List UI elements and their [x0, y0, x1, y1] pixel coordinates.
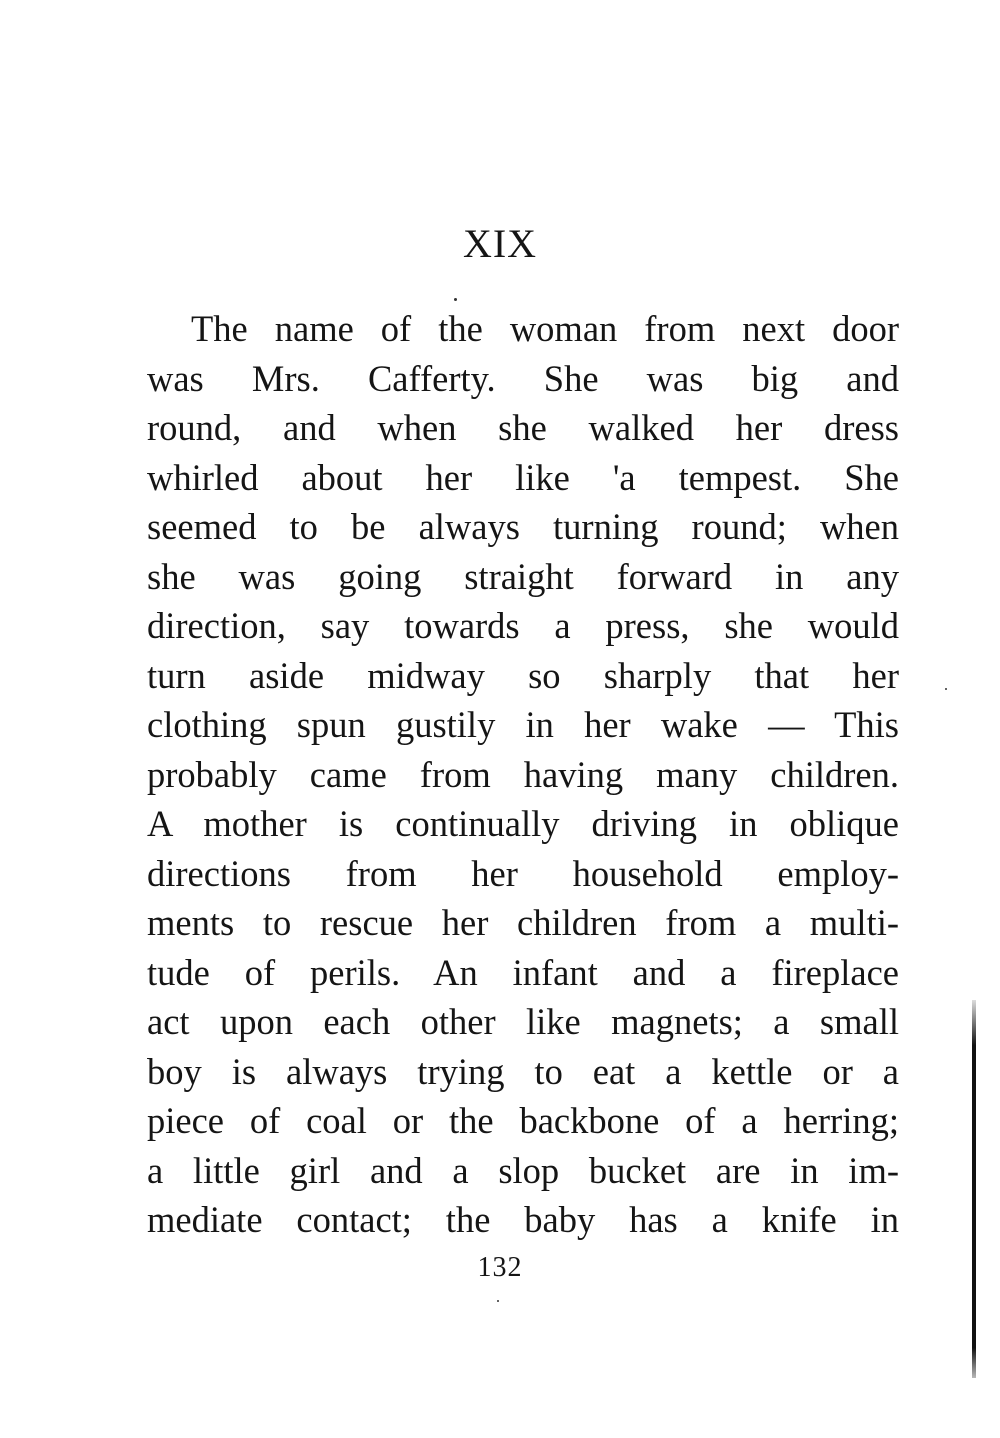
text-line: whirled about her like 'a tempest. She — [147, 456, 899, 498]
text-line: ments to rescue her children from a multi- — [147, 902, 899, 943]
text-line: was Mrs. Cafferty. She was big and — [147, 357, 899, 399]
text-line: piece of coal or the backbone of a herring; — [147, 1100, 899, 1141]
text-line: turn aside midway so sharply that her — [147, 654, 899, 696]
text-line: probably came from having many children. — [147, 753, 899, 795]
text-line: directions from her household employ- — [147, 852, 899, 894]
scan-speck — [945, 688, 947, 690]
text-line: A mother is continually driving in oblique — [147, 803, 899, 844]
chapter-heading: XIX — [462, 221, 538, 266]
body-paragraph — [147, 304, 899, 1245]
text-line: a little girl and a slop bucket are in im- — [147, 1149, 899, 1191]
page-number: 132 — [477, 1252, 523, 1283]
text-line: seemed to be always turning round; when — [147, 506, 899, 547]
text-line: round, and when she walked her dress — [147, 407, 899, 448]
text-line: boy is always trying to eat a kettle or a — [147, 1050, 899, 1092]
text-line: direction, say towards a press, she would — [147, 605, 899, 646]
text-line: tude of perils. An infant and a fireplace — [147, 951, 899, 993]
text-line: act upon each other like magnets; a small — [147, 1001, 899, 1042]
text-line: she was going straight forward in any — [147, 555, 899, 597]
scan-edge-line — [972, 1000, 976, 1378]
text-line: clothing spun gustily in her wake — This — [147, 704, 899, 745]
text-line: The name of the woman from next door — [191, 308, 899, 349]
scan-speck — [497, 1300, 499, 1302]
text-line: mediate contact; the baby has a knife in — [147, 1199, 899, 1240]
scan-speck — [454, 298, 457, 301]
